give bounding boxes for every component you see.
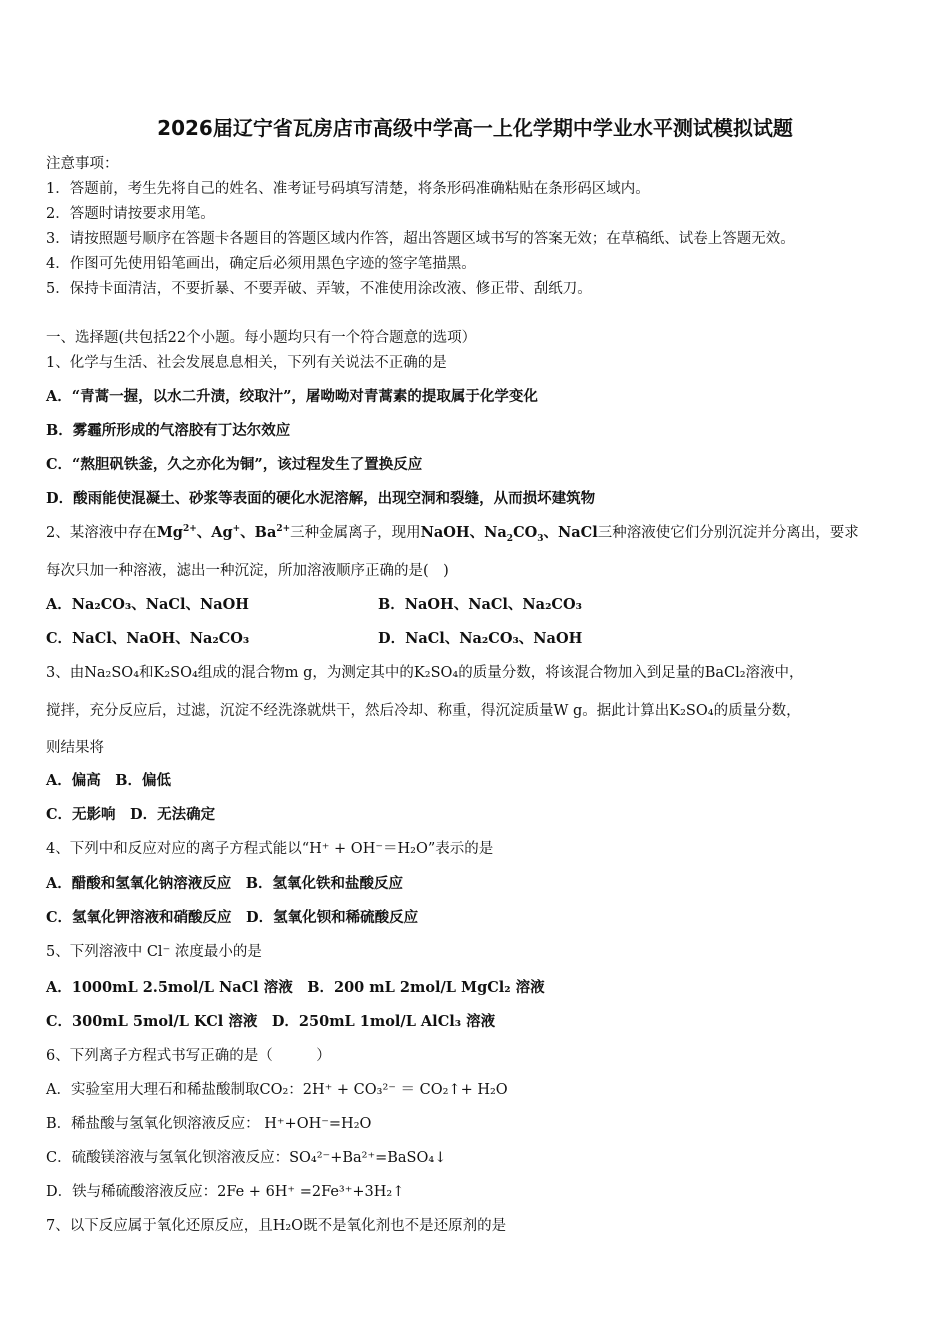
question-3-stem-line1: 3、由Na₂SO₄和K₂SO₄组成的混合物m g，为测定其中的K₂SO₄的质量分数，将该混合物加入到足量的BaCl₂溶液中， — [46, 665, 804, 681]
notice-item-3: 3．请按照题号顺序在答题卡各题目的答题区域内作答，超出答题区域书写的答案无效；在草稿纸、试卷上答题无效。 — [46, 231, 795, 247]
question-2-option-b: B．NaOH、NaCl、Na₂CO₃ — [378, 596, 582, 613]
section-heading: 一、选择题(共包括22个小题。每小题均只有一个符合题意的选项） — [46, 330, 477, 346]
notice-item-2: 2．答题时请按要求用笔。 — [46, 206, 215, 222]
question-6-option-a: A．实验室用大理石和稀盐酸制取CO₂：2H⁺ + CO₃²⁻ ＝ CO₂↑+ H₂O — [46, 1082, 508, 1098]
question-2-option-a: A．Na₂CO₃、NaCl、NaOH — [46, 596, 249, 613]
question-6-stem: 6、下列离子方程式书写正确的是（ ） — [46, 1048, 331, 1064]
notice-heading: 注意事项： — [46, 156, 119, 172]
question-2-stem-line1: 2、某溶液中存在$Mg^{2+}$、Ag+、$Ba^{2+}$三种金属离子，现用NaOH、$Na_2CO_3$、NaCl三种溶液使它们分别沉淀并分离出，要求 — [46, 524, 859, 544]
question-4-options-cd: C．氢氧化钾溶液和硝酸反应 D．氢氧化钡和稀硫酸反应 — [46, 909, 419, 926]
question-1-option-d: D．酸雨能使混凝土、砂浆等表面的硬化水泥溶解，出现空洞和裂缝，从而损坏建筑物 — [46, 490, 596, 507]
question-2-stem-line2: 每次只加一种溶液，滤出一种沉淀，所加溶液顺序正确的是( ) — [46, 563, 449, 579]
question-5-stem: 5、下列溶液中 Cl⁻ 浓度最小的是 — [46, 944, 262, 960]
question-2-option-d: D．NaCl、Na₂CO₃、NaOH — [378, 630, 583, 647]
notice-item-5: 5．保持卡面清洁，不要折暴、不要弄破、弄皱，不准使用涂改液、修正带、刮纸刀。 — [46, 281, 592, 297]
question-3-stem-line2: 搅拌，充分反应后，过滤，沉淀不经洗涤就烘干，然后冷却、称重，得沉淀质量W g。据此计算出K₂SO₄的质量分数， — [46, 703, 801, 719]
question-1-option-b: B．雾霾所形成的气溶胶有丁达尔效应 — [46, 422, 291, 439]
question-1-option-a: A．“青蒿一握，以水二升渍，绞取汁”，屠呦呦对青蒿素的提取属于化学变化 — [46, 388, 538, 405]
question-4-options-ab: A．醋酸和氢氧化钠溶液反应 B．氢氧化铁和盐酸反应 — [46, 875, 404, 892]
notice-item-4: 4．作图可先使用铅笔画出，确定后必须用黑色字迹的签字笔描黑。 — [46, 256, 476, 272]
question-3-options-cd: C．无影响 D．无法确定 — [46, 806, 216, 823]
question-6-option-c: C．硫酸镁溶液与氢氧化钡溶液反应：SO₄²⁻+Ba²⁺=BaSO₄↓ — [46, 1150, 447, 1166]
question-5-options-cd: C．300mL 5mol/L KCl 溶液 D．250mL 1mol/L AlCl₃ 溶液 — [46, 1013, 496, 1030]
question-5-options-ab: A．1000mL 2.5mol/L NaCl 溶液 B．200 mL 2mol/L MgCl₂ 溶液 — [46, 979, 545, 996]
notice-item-1: 1．答题前，考生先将自己的姓名、准考证号码填写清楚，将条形码准确粘贴在条形码区域内。 — [46, 181, 650, 197]
question-2-option-c: C．NaCl、NaOH、Na₂CO₃ — [46, 630, 250, 647]
question-1-stem: 1、化学与生活、社会发展息息相关，下列有关说法不正确的是 — [46, 355, 447, 371]
question-7-stem: 7、以下反应属于氧化还原反应，且H₂O既不是氧化剂也不是还原剂的是 — [46, 1218, 507, 1234]
question-4-stem: 4、下列中和反应对应的离子方程式能以“H⁺ + OH⁻＝H₂O”表示的是 — [46, 841, 494, 857]
question-3-stem-line3: 则结果将 — [46, 740, 104, 756]
question-1-option-c: C．“熬胆矾铁釜，久之亦化为铜”，该过程发生了置换反应 — [46, 456, 423, 473]
page-title: 2026届辽宁省瓦房店市高级中学高一上化学期中学业水平测试模拟试题 — [157, 116, 793, 140]
question-6-option-d: D．铁与稀硫酸溶液反应：2Fe + 6H⁺ =2Fe³⁺+3H₂↑ — [46, 1184, 405, 1200]
question-3-options-ab: A．偏高 B．偏低 — [46, 772, 172, 789]
question-6-option-b: B．稀盐酸与氢氧化钡溶液反应： H⁺+OH⁻=H₂O — [46, 1116, 372, 1132]
